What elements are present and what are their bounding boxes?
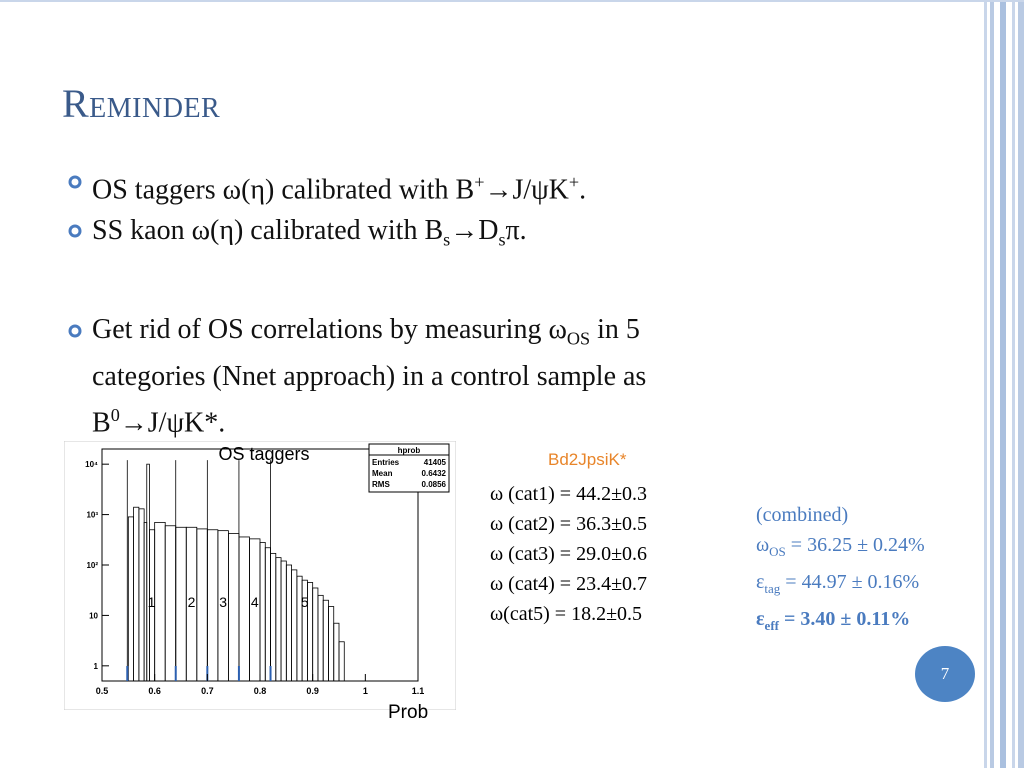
frame-top — [0, 0, 1024, 2]
bullet-3-text: Get rid of OS correlations by measuring ω — [92, 314, 567, 345]
frame-line — [990, 0, 994, 768]
combined-omega — [756, 530, 925, 567]
stats-rms-value: 0.0856 — [421, 480, 446, 489]
omega-symbol: ω — [756, 534, 770, 556]
bullet-2-sub: s — [443, 229, 451, 250]
bullet-1 — [92, 163, 586, 209]
eps-sub: tag — [764, 581, 781, 596]
bullet-circle-icon — [68, 324, 82, 338]
stats-box-name: hprob — [397, 446, 421, 455]
x-axis-label: Prob — [388, 702, 429, 723]
bullet-3-line-2: categories (Nnet approach) in a control sample as — [92, 360, 647, 392]
cat-result: ω(cat5) = 18.2±0.5 — [490, 603, 643, 625]
category-label: 1 — [147, 594, 156, 610]
x-tick-label: 1.1 — [411, 686, 425, 696]
bullet-3 — [92, 311, 646, 442]
frame-line — [1000, 0, 1006, 768]
y-tick-label: 10 — [89, 611, 98, 621]
bullet-2-sub: s — [498, 229, 506, 250]
stats-mean-value: 0.6432 — [421, 469, 446, 478]
bullet-3-text: in 5 — [590, 314, 640, 345]
x-tick-label: 0.5 — [95, 686, 109, 696]
bullet-2-text: π. — [505, 215, 527, 246]
category-label: 5 — [300, 594, 309, 610]
bullet-3-text: B — [92, 406, 111, 438]
x-tick-label: 0.9 — [306, 686, 319, 696]
bullet-1-sup: + — [474, 172, 485, 192]
bullet-2-text: D — [478, 215, 499, 246]
x-tick-label: 0.7 — [201, 686, 214, 696]
combined-eps-tag — [756, 567, 925, 604]
bullet-1-text: J/ψK — [512, 174, 569, 206]
y-tick-label: 10² — [86, 561, 98, 570]
bullet-2-text: SS kaon ω(η) calibrated with B — [92, 215, 444, 246]
arrow-symbol: → — [484, 174, 513, 206]
y-tick-label: 1 — [93, 661, 98, 671]
page-number-badge: 7 — [915, 646, 975, 702]
bullet-3-sup: 0 — [110, 404, 120, 425]
x-tick-label: 1 — [362, 686, 368, 696]
eff-value: = 3.40 ± 0.11% — [778, 608, 911, 630]
histogram-figure — [64, 441, 456, 710]
arrow-symbol: → — [119, 406, 148, 438]
omega-value: = 36.25 ± 0.24% — [785, 534, 925, 556]
category-label: 3 — [219, 594, 228, 610]
bullet-3-line-1 — [92, 311, 646, 358]
chart-title: OS taggers — [218, 444, 310, 464]
y-tick-label: 10⁴ — [85, 460, 98, 470]
frame-line — [1018, 0, 1024, 768]
stats-rms-label: RMS — [372, 480, 390, 489]
bullet-circle-icon — [68, 175, 82, 189]
stats-entries-label: Entries — [372, 458, 400, 467]
cat-result: ω (cat3) = 29.0±0.6 — [490, 543, 648, 565]
bullet-3-text: J/ψK*. — [147, 406, 226, 438]
frame-line — [984, 0, 987, 768]
bullet-3-line-3 — [92, 396, 646, 442]
x-tick-label: 0.6 — [148, 686, 161, 696]
omega-sub: OS — [769, 544, 786, 559]
eff-sub: eff — [764, 618, 779, 633]
cat-result: ω (cat1) = 44.2±0.3 — [490, 483, 648, 505]
arrow-symbol: → — [450, 215, 479, 246]
eps-value: = 44.97 ± 0.16% — [780, 571, 920, 593]
slide-title: Reminder — [62, 81, 221, 126]
bullet-2 — [92, 212, 527, 259]
frame-line — [1012, 0, 1015, 768]
eps-symbol: ε — [756, 571, 765, 593]
eff-symbol: ε — [756, 608, 765, 630]
bullet-1-text: OS taggers ω(η) calibrated with B — [92, 174, 475, 206]
stats-entries-value: 41405 — [423, 458, 446, 467]
bullet-3-sub: OS — [566, 328, 591, 349]
x-tick-label: 0.8 — [253, 686, 267, 696]
combined-eps-eff — [756, 604, 925, 641]
combined-label: (combined) — [756, 504, 849, 526]
cat-result: ω (cat2) = 36.3±0.5 — [490, 513, 648, 535]
category-label: 2 — [187, 594, 196, 610]
combined-results — [756, 500, 925, 641]
stats-mean-label: Mean — [372, 469, 393, 478]
category-label: 4 — [250, 594, 259, 610]
cat-result: ω (cat4) = 23.4±0.7 — [490, 573, 648, 595]
stats-box — [369, 444, 449, 492]
sample-label: Bd2JpsiK* — [548, 450, 627, 469]
y-tick-label: 10³ — [86, 510, 98, 520]
bullet-1-sup: + — [568, 172, 580, 192]
bullet-1-text: . — [579, 174, 587, 206]
histogram-chart — [64, 441, 456, 710]
bullet-circle-icon — [68, 224, 82, 238]
